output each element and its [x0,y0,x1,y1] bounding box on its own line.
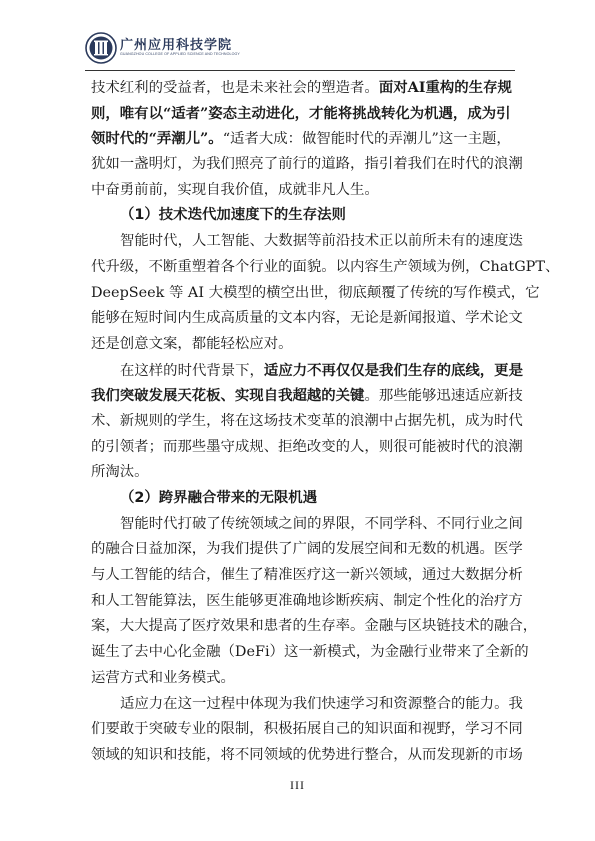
text-segment: 中奋勇前前，实现自我价值，成就非凡人生。 [91,181,379,198]
school-name-cn: 广州应用科技学院 [120,38,233,53]
page-header [85,30,515,66]
text-segment: 术、新规则的学生，将在这场技术变革的浪潮中占据先机，成为时代 [91,412,523,429]
text-line [91,537,523,563]
text-segment: 还是创意文案，都能轻松应对。 [91,335,293,352]
text-line [91,383,523,409]
bold-text: 面对AI重构的生存规 [378,79,512,96]
text-segment: 案，大大提高了医疗效果和患者的生存率。金融与区块链技术的融合， [91,618,538,635]
text-line [91,666,505,692]
text-line [91,512,523,538]
text-segment: 技术红利的受益者，也是未来社会的塑造者。 [91,80,379,96]
text-line [91,460,505,486]
bold-text: 则，唯有以“适者”姿态主动进化，才能将挑战转化为机遇，成为引 [91,104,511,122]
text-segment: 与人工智能的结合，催生了精准医疗这一新兴领域，通过大数据分析 [91,567,523,584]
text-segment: 的融合日益加深，为我们提供了广阔的发展空间和无数的机遇。医学 [91,541,523,558]
text-line [91,281,540,307]
text-segment: 诞生了去中心化金融（DeFi）这一新模式，为金融行业带来了全新的 [91,644,529,661]
text-segment: 运营方式和业务模式。 [91,669,235,686]
text-segment: 和人工智能算法，医生能够更准确地诊断疾病、制定个性化的治疗方 [91,592,523,609]
text-line [91,614,538,640]
text-line [91,589,523,615]
school-logo-icon [85,32,117,64]
page-number: III [290,778,305,792]
text-segment: 能够在短时间内生成高质量的文本内容，无论是新闻报道、学术论文 [91,310,523,327]
text-line [91,152,523,178]
text-segment: 犹如一盏明灯，为我们照亮了前行的道路，指引着我们在时代的浪潮 [91,156,523,173]
text-segment: 的引领者；而那些墨守成规、拒绝改变的人，则很可能被时代的浪潮 [91,438,523,455]
header-divider [85,70,515,71]
body-text [91,75,560,769]
text-line [91,563,523,589]
text-segment: 所淘汰。 [91,464,149,481]
text-segment: 智能时代，人工智能、大数据等前沿技术正以前所未有的速度迭 [120,233,523,250]
bold-text: （2）跨界融合带来的无限机遇 [120,490,318,506]
text-line [91,409,523,435]
text-segment: 。那些能够迅速适应新技 [364,388,523,405]
text-line [91,332,505,358]
text-line [91,358,523,384]
text-line [91,692,523,718]
text-segment: DeepSeek 等 AI 大模型的横空出世，彻底颠覆了传统的写作模式，它 [91,284,540,301]
text-line [91,178,505,204]
text-line [91,640,529,666]
bold-text: 我们突破发展天花板、实现自我超越的关键 [91,387,365,405]
text-segment: 代升级，不断重塑着各个行业的面貌。以内容生产领域为例，ChatGPT、 [91,258,560,275]
section-heading [91,203,505,229]
text-segment: 智能时代打破了传统领域之间的界限，不同学科、不同行业之间 [120,515,523,532]
text-line [91,435,523,461]
text-line [91,717,523,743]
text-line [91,75,512,101]
text-segment: 在这样的时代背景下， [120,362,264,379]
text-segment: “适者大成：做智能时代的弄潮儿”这一主题， [222,131,511,148]
text-line [91,101,511,127]
text-line [91,306,523,332]
school-name-en: GUANGZHOU COLLEGE OF APPLIED SCIENCE AND TECHNOLOGY [120,52,240,56]
text-segment: 领域的知识和技能，将不同领域的优势进行整合，从而发现新的市场 [91,746,523,763]
text-line [91,743,523,769]
bold-text: （1）技术迭代加速度下的生存法则 [120,207,346,224]
section-heading [91,486,505,512]
text-line [91,229,523,255]
text-segment: 们要敢于突破专业的限制，积极拓展自己的知识面和视野，学习不同 [91,721,523,738]
text-line [91,255,560,281]
text-line [91,126,511,152]
bold-text: 适应力不再仅仅是我们生存的底线，更是 [263,361,523,379]
text-segment: 适应力在这一过程中体现为我们快速学习和资源整合的能力。我 [120,695,523,712]
bold-text: 领时代的“弄潮儿”。 [91,130,223,148]
